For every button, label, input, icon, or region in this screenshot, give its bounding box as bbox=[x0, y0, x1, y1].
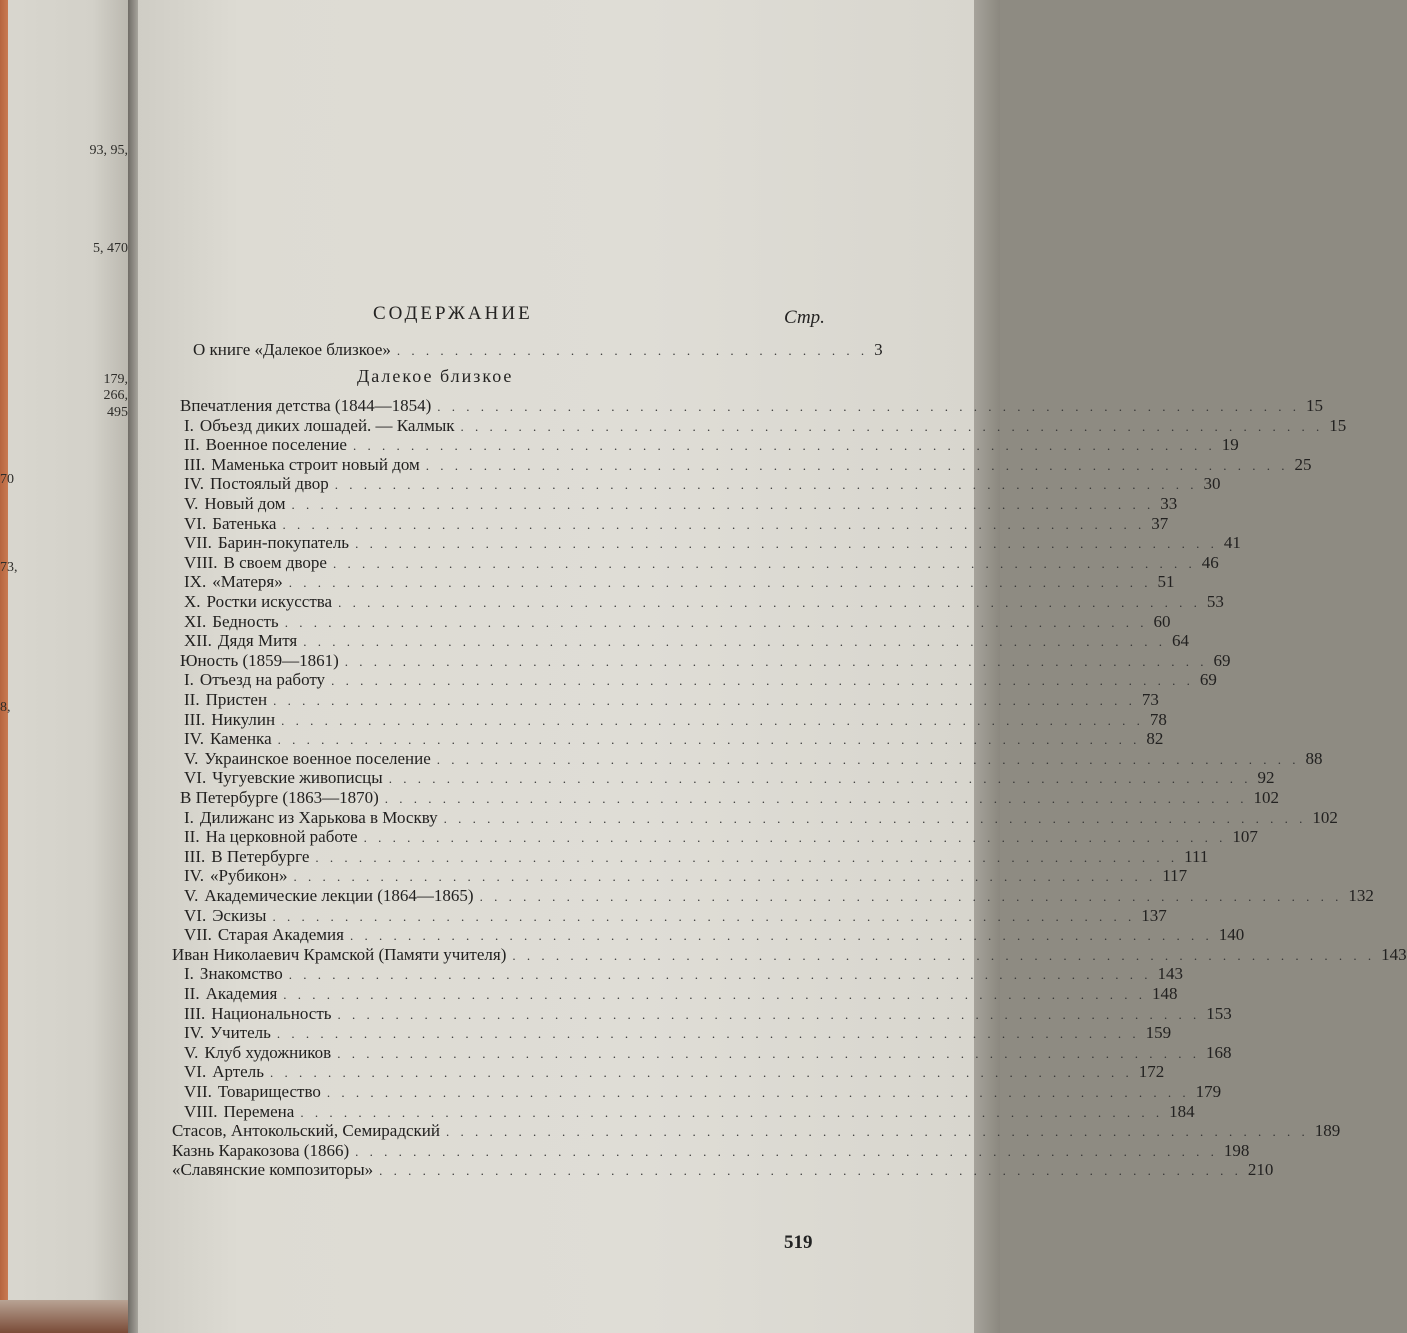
toc-entry bbox=[180, 650, 1231, 671]
dot-leader: . . . . . . . . . . . . . . . . . . . . . . . . . . . . . . . . . . . . . . . . . . . . . . . . . . . . . . . . . . . . bbox=[291, 497, 1155, 512]
toc-entry bbox=[184, 866, 1188, 886]
dot-leader: . . . . . . . . . . . . . . . . . . . . . . . . . . . . . . . . . . . . . . . . . . . . . . . . . . . . . . . . . . . . bbox=[446, 1124, 1309, 1140]
toc-entry-page: 51 bbox=[1157, 572, 1175, 592]
toc-entry-title: Иван Николаевич Крамской (Памяти учителя) bbox=[172, 944, 507, 964]
toc-entry-number: II. bbox=[184, 690, 200, 709]
toc-entry-page: 102 bbox=[1312, 807, 1338, 827]
dot-leader: . . . . . . . . . . . . . . . . . . . . . . . . . . . . . . . . . . . . . . . . . . . . . . . . . . . . . . . . . . . . bbox=[288, 575, 1152, 591]
dot-leader: . . . . . . . . . . . . . . . . . . . . . . . . . . . . . . . . . . . . . . . . . . . . . . . . . . . . . . . . . . . . bbox=[437, 399, 1300, 414]
toc-entry-number: XII. bbox=[184, 631, 212, 651]
toc-entry-title: «Рубикон» bbox=[210, 866, 288, 886]
dot-leader: . . . . . . . . . . . . . . . . . . . . . . . . . . . . . . . . . . . . . . . . . . . . . . . . . . . . . . . . . . . . bbox=[303, 634, 1166, 650]
toc-entry-page: 111 bbox=[1184, 846, 1209, 866]
toc-entry bbox=[184, 748, 1323, 769]
toc-entry-page: 184 bbox=[1169, 1101, 1195, 1121]
toc-entry bbox=[184, 1023, 1172, 1043]
toc-entry-number: VI. bbox=[184, 905, 207, 925]
toc-entry-number: I. bbox=[184, 670, 194, 690]
toc-entry bbox=[184, 670, 1217, 690]
toc-entry-number: X. bbox=[184, 592, 201, 611]
toc-entry bbox=[184, 1042, 1232, 1063]
toc-entry-number: IV. bbox=[184, 729, 204, 749]
toc-entry-title: Военное поселение bbox=[205, 435, 347, 455]
toc-entry-page: 172 bbox=[1138, 1062, 1165, 1082]
toc-entry-title: Постоялый двор bbox=[210, 474, 329, 494]
toc-entry bbox=[184, 533, 1241, 553]
toc-entry-title: Национальность bbox=[211, 1003, 332, 1023]
dot-leader: . . . . . . . . . . . . . . . . . . . . . . . . . . . . . . . . . . . . . . . . . . . . . . . . . . . . . . . . . . . . bbox=[282, 516, 1146, 532]
dot-leader: . . . . . . . . . . . . . . . . . . . . . . . . . . . . . . . . . . . . . . . . . . . . . . . . . . . . . . . . . . . . bbox=[284, 614, 1148, 630]
toc-entry-title: Батенька bbox=[212, 513, 277, 533]
toc-entry-title: Ростки искусства bbox=[206, 592, 333, 611]
toc-entry bbox=[184, 690, 1159, 710]
left-page-fragment: 5, 470 bbox=[93, 241, 128, 256]
toc-entry bbox=[184, 1003, 1232, 1024]
toc-entry-page: 168 bbox=[1205, 1042, 1232, 1062]
toc-entry-number: I. bbox=[184, 807, 194, 827]
toc-entry-page: 41 bbox=[1223, 533, 1241, 553]
toc-entry bbox=[184, 611, 1171, 632]
toc-entry-title: Дилижанс из Харькова в Москву bbox=[199, 807, 438, 827]
left-page-fragment: 93, 95, bbox=[89, 143, 128, 158]
toc-entry-number: VIII. bbox=[184, 552, 218, 572]
toc-entry-title: На церковной работе bbox=[205, 827, 358, 847]
toc-entry bbox=[172, 1160, 1274, 1180]
toc-entry-title: Объезд диких лошадей. — Калмык bbox=[199, 415, 455, 435]
toc-entry bbox=[184, 572, 1175, 592]
toc-entry bbox=[172, 944, 1407, 965]
dot-leader: . . . . . . . . . . . . . . . . . . . . . . . . . . . . . . . . . . . . . . . . . . . . . . . . . . . . . . . . . . . . bbox=[479, 889, 1343, 904]
left-page-fragment: 179, bbox=[103, 372, 128, 387]
toc-entry-page: 15 bbox=[1329, 415, 1347, 435]
toc-entry-page: 198 bbox=[1223, 1140, 1250, 1160]
toc-entry-number: VII. bbox=[184, 925, 212, 945]
toc-entry-number: II. bbox=[184, 827, 200, 847]
toc-entry-title: Маменька строит новый дом bbox=[211, 454, 420, 474]
toc-entry-title: Барин-покупатель bbox=[217, 533, 350, 553]
toc-entry-page: 69 bbox=[1199, 670, 1217, 690]
toc-entry-page: 92 bbox=[1257, 768, 1275, 788]
toc-entry-page: 137 bbox=[1141, 905, 1167, 925]
toc-entry-title: «Матеря» bbox=[212, 572, 283, 592]
toc-entry-number: IX. bbox=[184, 572, 207, 592]
toc-entry-page: 19 bbox=[1221, 435, 1239, 455]
toc-entry-page: 15 bbox=[1306, 396, 1323, 415]
dot-leader: . . . . . . . . . . . . . . . . . . . . . . . . . . . . . . . . . . . . . . . . . . . . . . . . . . . . . . . . . . . . bbox=[344, 653, 1208, 669]
toc-entry-page: 179 bbox=[1195, 1082, 1222, 1101]
toc-entry-title: Учитель bbox=[210, 1023, 271, 1043]
toc-entry-title: Перемена bbox=[223, 1101, 295, 1121]
toc-entry-title: Казнь Каракозова (1866) bbox=[172, 1140, 350, 1160]
dot-leader: . . . . . . . . . . . . . . . . . . . . . . . . . . . . . . . . . . . . . . . . . . . . . . . . . . . . . . . . . . . . bbox=[281, 712, 1144, 728]
toc-entry-title: В Петербурге (1863—1870) bbox=[180, 788, 379, 807]
toc-entry-number: VII. bbox=[184, 1082, 212, 1101]
dot-leader: . . . . . . . . . . . . . . . . . . . . . . . . . . . . . . . . . . . . . . . . . . . . . . . . . . . . . . . . . . . . bbox=[337, 1006, 1201, 1022]
toc-entry-page: 189 bbox=[1314, 1121, 1341, 1141]
toc-entry-number: III. bbox=[184, 1003, 206, 1023]
toc-entry-title: «Славянские композиторы» bbox=[172, 1160, 374, 1180]
toc-entry bbox=[180, 396, 1323, 416]
dot-leader: . . . . . . . . . . . . . . . . . . . . . . . . . . . . . . . . . . . . . . . . . . . . . . . . . . . . . . . . . . . . bbox=[273, 693, 1136, 708]
toc-entry-page: 64 bbox=[1171, 631, 1189, 651]
toc-entry-number: I. bbox=[184, 415, 194, 435]
toc-entry-page: 140 bbox=[1218, 925, 1245, 945]
toc-entry-title: О книге «Далекое близкое» bbox=[193, 340, 391, 359]
toc-entry-page: 82 bbox=[1146, 729, 1164, 749]
toc-entry-title: В Петербурге bbox=[211, 846, 310, 866]
toc-entry-title: Стасов, Антокольский, Семирадский bbox=[172, 1121, 440, 1141]
dot-leader: . . . . . . . . . . . . . . . . . . . . . . . . . . . . . . . . . . . . . . . . . . . . . . . . . . . . . . . . . . . . bbox=[379, 1163, 1242, 1179]
toc-entry bbox=[184, 494, 1178, 514]
toc-entry bbox=[184, 846, 1209, 867]
toc-entry-number: III. bbox=[184, 846, 206, 866]
left-page-fragment: 73, bbox=[0, 560, 18, 575]
toc-entry bbox=[172, 1140, 1250, 1161]
toc-entry-title: Юность (1859—1861) bbox=[180, 650, 339, 670]
toc-entry-page: 78 bbox=[1149, 709, 1167, 729]
dot-leader: . . . . . . . . . . . . . . . . . . . . . . . . . . . . . . . . . . . . . . . . . . . . . . . . . . . . . . . . . . . . bbox=[334, 477, 1198, 493]
toc-entry-title: Академия bbox=[205, 984, 278, 1003]
toc-entry-title: Каменка bbox=[210, 729, 272, 749]
dot-leader: . . . . . . . . . . . . . . . . . . . . . . . . . . . . . . . . . . . . . . . . . . . . . . . . . . . . . . . . . . . . bbox=[269, 1065, 1133, 1081]
dot-leader: . . . . . . . . . . . . . . . . . . . . . . . . . . . . . . . . . . . . . . . . . . . . . . . . . . . . . . . . . . . . bbox=[283, 987, 1147, 1002]
toc-entry-title: Товарищество bbox=[217, 1082, 321, 1101]
toc-entry-number: VI. bbox=[184, 768, 207, 788]
dot-leader: . . . . . . . . . . . . . . . . . . . . . . . . . . . . . . . . . . . . . . . . . . . . . . . . . . . . . . . . . . . . bbox=[349, 928, 1213, 944]
toc-entry-title: Эскизы bbox=[212, 905, 267, 925]
toc-entry bbox=[184, 905, 1167, 926]
toc-entry bbox=[184, 474, 1221, 494]
toc-entry bbox=[184, 415, 1347, 436]
toc-entry-title: Дядя Митя bbox=[217, 631, 298, 651]
toc-entry-page: 132 bbox=[1348, 886, 1374, 905]
toc-entry-page: 107 bbox=[1232, 827, 1258, 847]
toc-entry bbox=[184, 925, 1245, 945]
toc-entry-title: Отъезд на работу bbox=[199, 670, 326, 690]
toc-entry-page: 73 bbox=[1141, 690, 1159, 709]
dot-leader: . . . . . . . . . . . . . . . . . . . . . . . . . . . . . . . . . . . . . . . . . . . . . . . . . . . . . . . . . . . . bbox=[331, 673, 1194, 689]
toc-entry-preface bbox=[193, 340, 883, 360]
toc-entry-page: 53 bbox=[1206, 592, 1224, 611]
toc-entry-title: Пристен bbox=[205, 690, 268, 709]
toc-entry-number: II. bbox=[184, 435, 200, 455]
left-page-fragment: 70 bbox=[0, 472, 14, 487]
toc-entry-page: 143 bbox=[1381, 944, 1407, 964]
dot-leader: . . . . . . . . . . . . . . . . . . . . . . . . . . . . . . . . . . . . . . . . . . . . . . . . . . . . . . . . . . . . bbox=[388, 771, 1252, 787]
book-cover-edge bbox=[0, 0, 8, 1333]
toc-entry bbox=[184, 886, 1374, 906]
dot-leader: . . . . . . . . . . . . . . . . . . . . . . . . . . . . . . . . . . . . . . . . . . . . . . . . . . . . . . . . . . . . bbox=[300, 1104, 1164, 1120]
dot-leader: . . . . . . . . . . . . . . . . . . . . . . . . . . . . . . . . . . . . . . . . . . . . . . . . . . . . . . . . . . . . bbox=[436, 751, 1300, 767]
toc-entry bbox=[184, 1062, 1165, 1082]
toc-entry-number: XI. bbox=[184, 611, 207, 631]
toc-entry-page: 69 bbox=[1213, 650, 1231, 670]
dot-leader: . . . . . . . . . . . . . . . . . . . . . . . . . . . . . . . . . . . . . . . . . . . . . . . . . . . . . . . . . . . . bbox=[512, 947, 1376, 963]
toc-entry-number: VI. bbox=[184, 1062, 207, 1082]
dot-leader: . . . . . . . . . . . . . . . . . . . . . . . . . . . . . . . . . . . . . . . . . . . . . . . . . . . . . . . . . . . . bbox=[338, 595, 1201, 610]
dot-leader: . . . . . . . . . . . . . . . . . . . . . . . . . . . . . . . . . . . . . . . . . . . . . . . . . . . . . . . . . . . . bbox=[315, 849, 1179, 865]
toc-entry-page: 25 bbox=[1294, 454, 1312, 474]
toc-entry-title: Новый дом bbox=[204, 494, 286, 513]
toc-entry-title: В своем дворе bbox=[223, 552, 327, 572]
contents-heading: СОДЕРЖАНИЕ bbox=[373, 303, 533, 324]
toc-entry-title: Знакомство bbox=[199, 964, 283, 984]
dot-leader: . . . . . . . . . . . . . . . . . . . . . . . . . . . . . . . . . . . . . . . . . . . . . . . . . . . . . . . . . . . . bbox=[277, 732, 1141, 748]
toc-entry-title: Академические лекции (1864—1865) bbox=[204, 886, 474, 905]
toc-entry-page: 33 bbox=[1160, 494, 1178, 513]
dot-leader: . . . . . . . . . . . . . . . . . . . . . . . . . . . . . . . . . . . . . . . . . . . . . . . . . . . . . . . . . . . . bbox=[352, 438, 1216, 454]
toc-entry-number: V. bbox=[184, 748, 199, 768]
dot-leader: . . . . . . . . . . . . . . . . . . . . . . . . . . . . . . . . . . . . . . . . . . . . . . . . . . . . . . . . . . . . bbox=[460, 418, 1324, 434]
toc-entry bbox=[184, 435, 1239, 455]
toc-entry-page: 30 bbox=[1203, 474, 1221, 494]
left-page-fragment: 8, bbox=[0, 700, 11, 715]
toc-entry-page: 3 bbox=[874, 340, 883, 359]
toc-entry-page: 148 bbox=[1152, 984, 1178, 1003]
toc-entry-page: 210 bbox=[1247, 1160, 1274, 1180]
toc-entry-number: V. bbox=[184, 886, 199, 905]
toc-entry-title: Украинское военное поселение bbox=[204, 748, 431, 768]
toc-entry-number: VII. bbox=[184, 533, 212, 553]
book-cover-corner bbox=[0, 1300, 132, 1333]
toc-entry-page: 117 bbox=[1162, 866, 1188, 886]
toc-entry-number: VI. bbox=[184, 513, 207, 533]
left-page-fragment: 495 bbox=[107, 405, 128, 420]
toc-entry bbox=[184, 1082, 1222, 1102]
toc-entry bbox=[184, 964, 1184, 984]
toc-entry-title: Бедность bbox=[212, 611, 279, 631]
toc-entry bbox=[172, 1121, 1341, 1141]
toc-entry-page: 159 bbox=[1145, 1023, 1172, 1043]
toc-entry bbox=[184, 552, 1219, 573]
toc-entry bbox=[184, 768, 1275, 788]
toc-entry bbox=[184, 513, 1169, 534]
dot-leader: . . . . . . . . . . . . . . . . . . . . . . . . . . . . . . . . . . . . . . . . . . . . . . . . . . . . . . . . . . . . bbox=[363, 830, 1227, 846]
toc-entry-number: IV. bbox=[184, 866, 204, 886]
dot-leader: . . . . . . . . . . . . . . . . . . . . . . . . . . . . . . . . . . . . . . . . . . . . . . . . . . . . . . . . . . . . bbox=[355, 536, 1218, 552]
toc-entry-number: III. bbox=[184, 454, 206, 474]
toc-entry-page: 143 bbox=[1157, 964, 1184, 984]
section-heading: Далекое близкое bbox=[357, 366, 514, 386]
toc-entry bbox=[184, 984, 1178, 1004]
toc-entry-page: 102 bbox=[1253, 788, 1280, 807]
toc-entry bbox=[184, 454, 1312, 475]
toc-entry-page: 37 bbox=[1151, 513, 1169, 533]
previous-page bbox=[0, 0, 132, 1333]
toc-entry-number: I. bbox=[184, 964, 194, 984]
dot-leader: . . . . . . . . . . . . . . . . . . . . . . . . . . . . . . . . . . . . . . . . . . . . . . . . . . . . . . . . . . . . bbox=[332, 555, 1196, 571]
left-page-fragment: 266, bbox=[103, 388, 128, 403]
toc-entry-title: Чугуевские живописцы bbox=[212, 768, 383, 788]
toc-entry-number: III. bbox=[184, 709, 206, 729]
dot-leader: . . . . . . . . . . . . . . . . . . . . . . . . . . . . . . . . . . . . . . . . . . . . . . . . . . . . . . . . . . . . bbox=[384, 791, 1248, 806]
toc-entry-title: Старая Академия bbox=[217, 925, 344, 945]
toc-entry-title: Никулин bbox=[211, 709, 276, 729]
dot-leader: . . . . . . . . . . . . . . . . . . . . . . . . . . . . . . . . . . . . . . . . . . . . . . . . . . . . . . . . . . . . bbox=[288, 967, 1152, 983]
dot-leader: . . . . . . . . . . . . . . . . . . . . . . . . . . . . . . . . . . . . . . . . . . . . . . . . . . . . . . . . . . . . bbox=[337, 1045, 1200, 1061]
toc-entry-title: Впечатления детства (1844—1854) bbox=[180, 396, 432, 415]
toc-entry bbox=[180, 788, 1280, 808]
toc-entry-number: II. bbox=[184, 984, 200, 1003]
toc-entry-number: IV. bbox=[184, 1023, 204, 1043]
toc-entry-number: IV. bbox=[184, 474, 204, 494]
toc-entry-page: 88 bbox=[1305, 748, 1323, 768]
toc-entry-page: 60 bbox=[1153, 611, 1171, 631]
toc-entry-number: V. bbox=[184, 494, 199, 513]
page-number: 519 bbox=[784, 1232, 813, 1253]
toc-entry bbox=[184, 1101, 1195, 1122]
toc-entry bbox=[184, 709, 1167, 730]
dot-leader: . . . . . . . . . . . . . . . . . . . . . . . . . . . . . . . . . . . . . . . . . . . . . . . . . . . . . . . . . . . . bbox=[425, 457, 1289, 473]
dot-leader: . . . . . . . . . . . . . . . . . . . . . . . . . . . . . . . . . . . . . . . . . . . . . . . . . . . . . . . . . . . . bbox=[443, 810, 1307, 826]
toc-entry-page: 153 bbox=[1206, 1003, 1232, 1023]
toc-entry bbox=[184, 729, 1164, 749]
dot-leader: . . . . . . . . . . . . . . . . . . . . . . . . . . . . . . . . . . . . . . . . . . . . . . . . . . . . . . . . . . . . bbox=[276, 1026, 1140, 1042]
toc-entry-title: Артель bbox=[212, 1062, 264, 1082]
toc-entry-number: V. bbox=[184, 1042, 199, 1062]
dot-leader: . . . . . . . . . . . . . . . . . . . . . . . . . . . . . . . . . bbox=[396, 343, 869, 358]
toc-entry-number: VIII. bbox=[184, 1101, 218, 1121]
toc-entry bbox=[184, 827, 1258, 847]
toc-entry-page: 46 bbox=[1201, 552, 1219, 572]
dot-leader: . . . . . . . . . . . . . . . . . . . . . . . . . . . . . . . . . . . . . . . . . . . . . . . . . . . . . . . . . . . . bbox=[355, 1143, 1218, 1159]
dot-leader: . . . . . . . . . . . . . . . . . . . . . . . . . . . . . . . . . . . . . . . . . . . . . . . . . . . . . . . . . . . . bbox=[272, 908, 1136, 924]
toc-entry-title: Клуб художников bbox=[204, 1042, 332, 1062]
page-column-label: Стр. bbox=[784, 307, 825, 328]
toc-entry bbox=[184, 807, 1338, 828]
dot-leader: . . . . . . . . . . . . . . . . . . . . . . . . . . . . . . . . . . . . . . . . . . . . . . . . . . . . . . . . . . . . bbox=[293, 869, 1157, 885]
dot-leader: . . . . . . . . . . . . . . . . . . . . . . . . . . . . . . . . . . . . . . . . . . . . . . . . . . . . . . . . . . . . bbox=[326, 1085, 1190, 1100]
toc-entry bbox=[184, 631, 1189, 651]
toc-entry bbox=[184, 592, 1224, 612]
